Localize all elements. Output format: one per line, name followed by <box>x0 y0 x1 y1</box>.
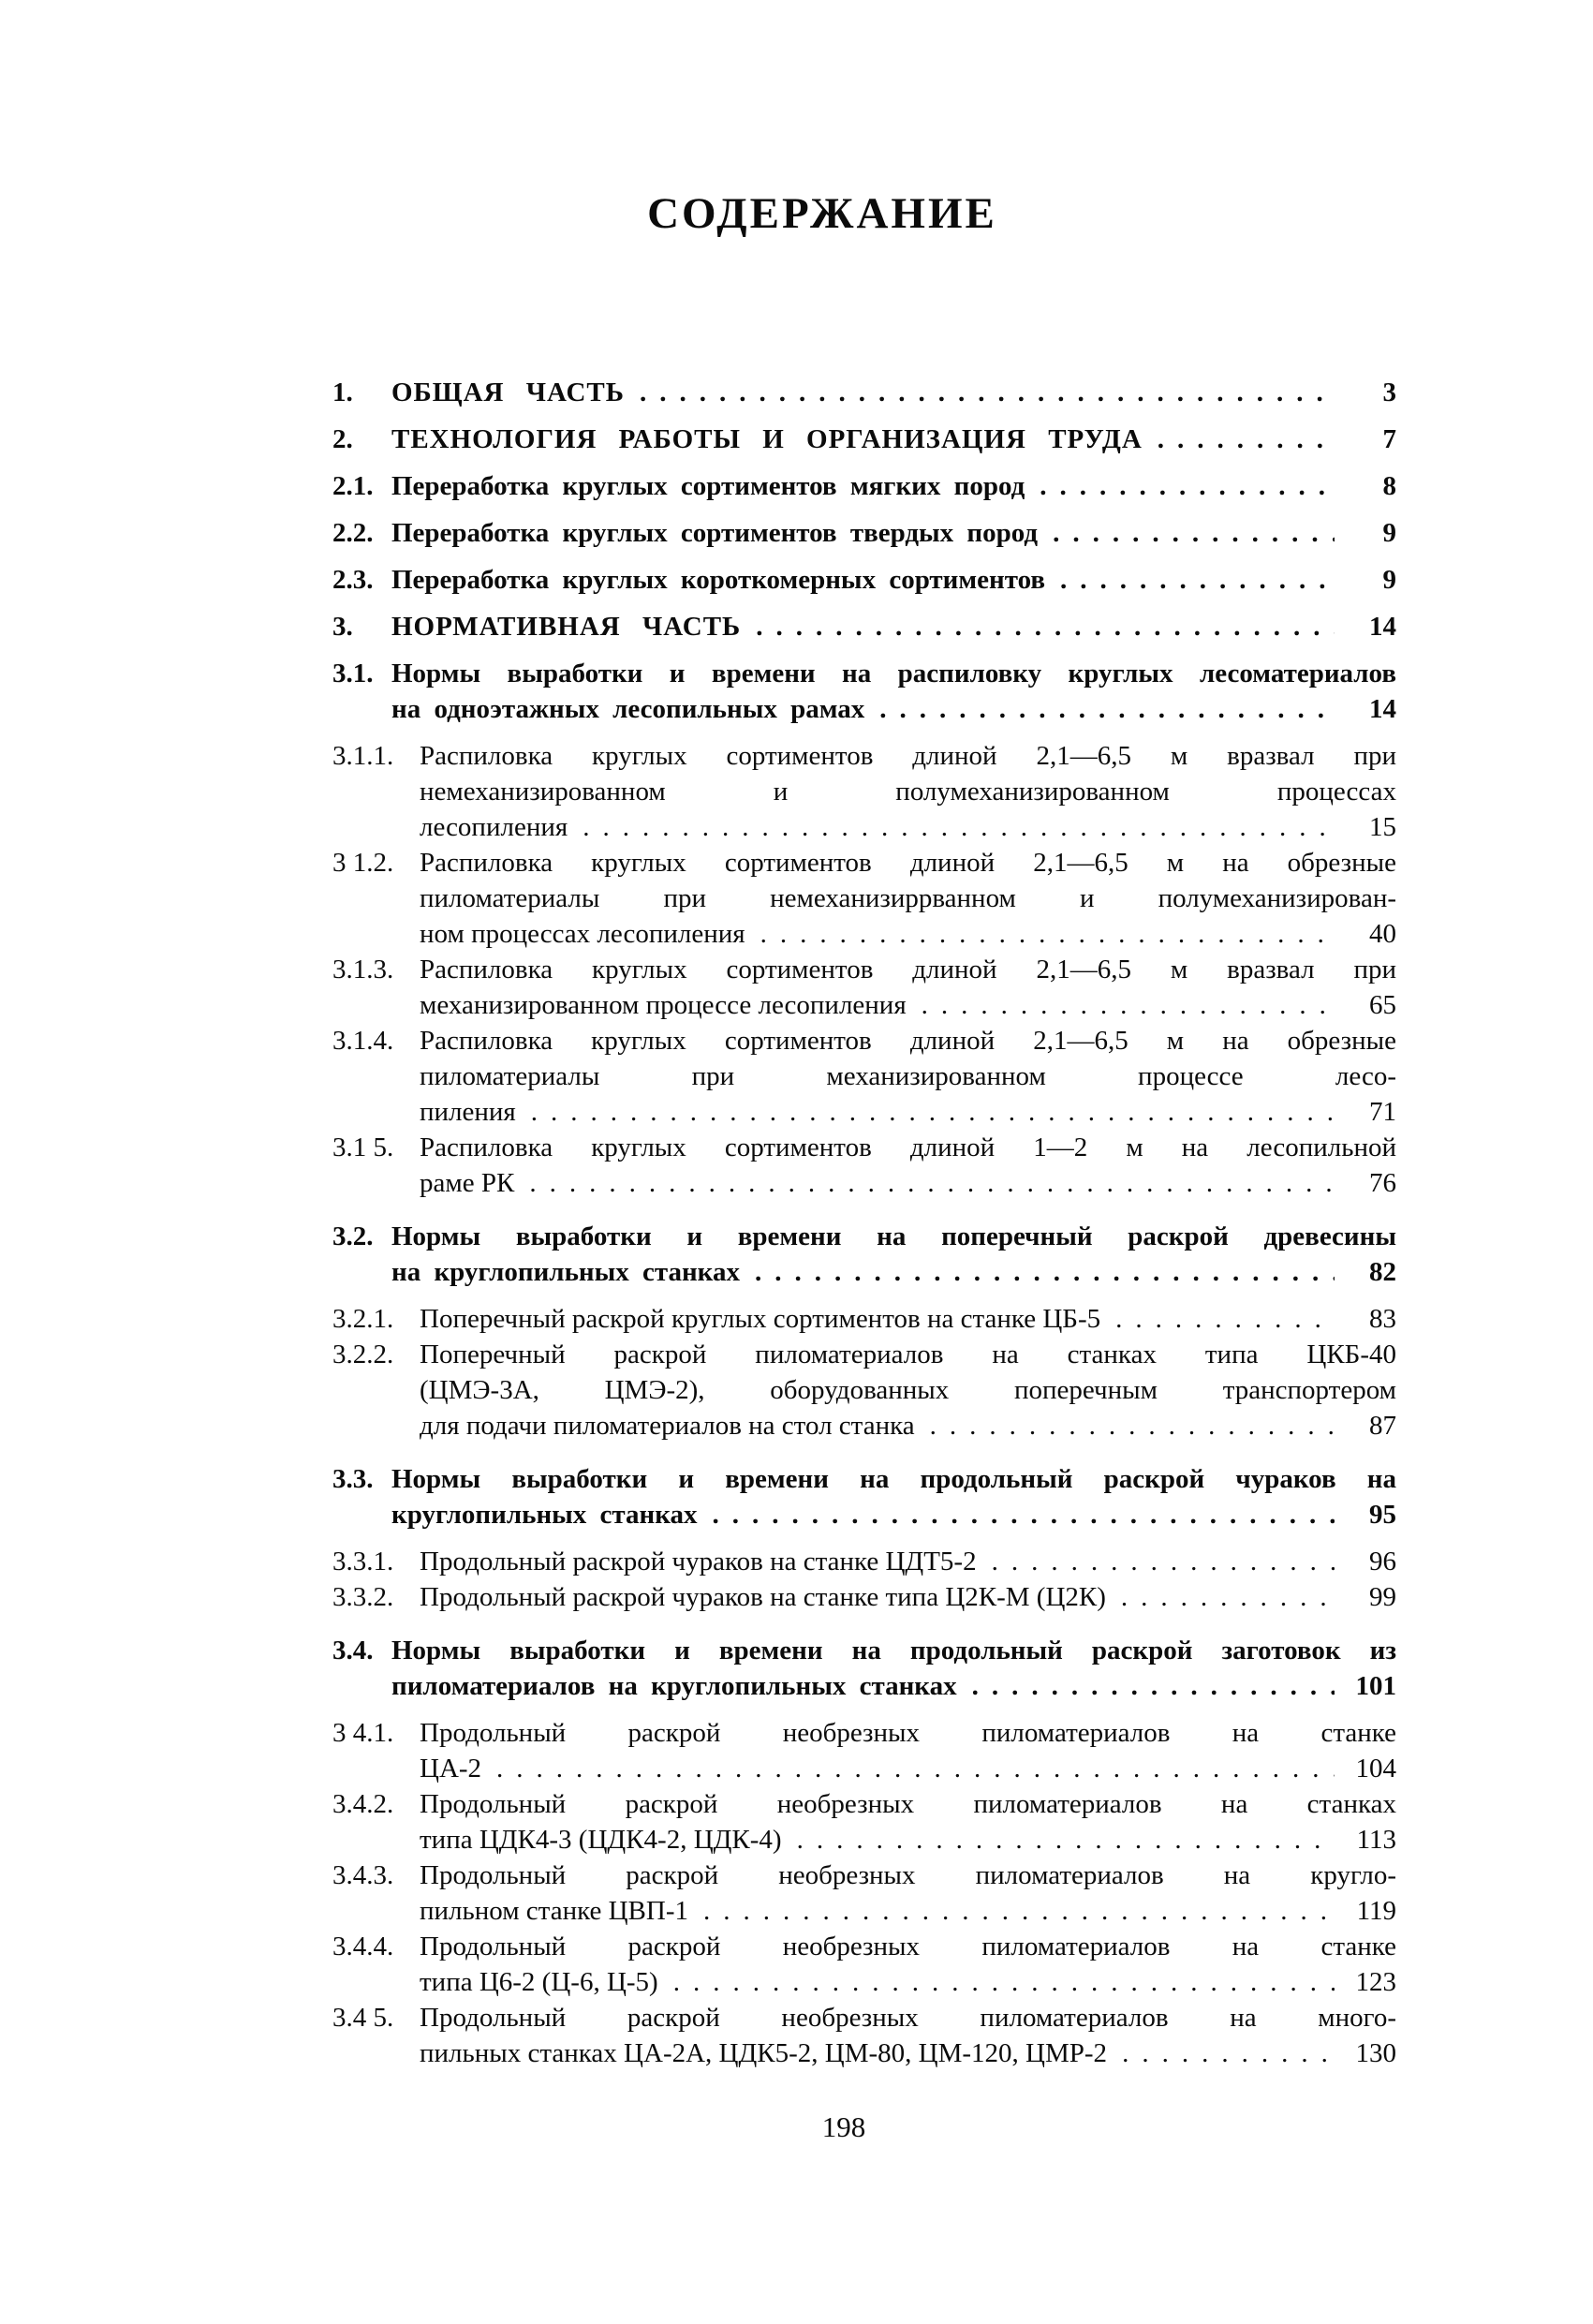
entry-body <box>420 1337 1396 1443</box>
entry-number: 2.3. <box>332 565 374 595</box>
dot-leader <box>640 375 1335 410</box>
toc-entry <box>332 562 1396 598</box>
entry-page-number: 14 <box>1369 694 1396 724</box>
entry-body <box>420 1023 1396 1130</box>
entry-text: на круглопильных станках <box>391 1257 740 1287</box>
toc-entry <box>332 468 1396 504</box>
entry-page-number: 9 <box>1382 518 1396 548</box>
entry-text-line: (ЦМЭ-3А, ЦМЭ-2), оборудованных поперечным транспортером <box>420 1375 1396 1405</box>
dot-leader <box>703 1893 1335 1929</box>
entry-last-line <box>420 916 1396 952</box>
entry-page-number: 7 <box>1382 424 1396 454</box>
entry-body <box>420 845 1396 952</box>
toc-entry <box>332 1858 1396 1929</box>
entry-body <box>391 468 1396 504</box>
toc-entry <box>332 1544 1396 1579</box>
entry-text: круглопильных станках <box>391 1500 698 1530</box>
dot-leader <box>531 1094 1335 1130</box>
entry-number: 3 1.2. <box>332 848 394 878</box>
dot-leader <box>583 809 1335 845</box>
entry-text-line: Продольный раскрой необрезных пиломатериалов на станках <box>420 1789 1396 1819</box>
entry-text-line: Распиловка круглых сортиментов длиной 1—2 м на лесопильной <box>420 1132 1396 1162</box>
toc-entry <box>332 1786 1396 1858</box>
entry-text: ОБЩАЯ ЧАСТЬ <box>391 377 625 407</box>
entry-number: 3.4. <box>332 1636 374 1665</box>
entry-text: ном процессах лесопиления <box>420 919 745 949</box>
entry-last-line <box>391 562 1396 598</box>
entry-text: Продольный раскрой чураков на станке типа Ц2К-М (Ц2К) <box>420 1582 1106 1612</box>
toc-entry <box>332 2000 1396 2071</box>
entry-body <box>391 562 1396 598</box>
entry-text-line: пиломатериалы при механизированном процессе лесо- <box>420 1061 1396 1091</box>
toc-entry <box>332 1130 1396 1201</box>
entry-number: 3 4.1. <box>332 1718 394 1748</box>
toc-entry <box>332 656 1396 727</box>
toc-entry <box>332 1633 1396 1704</box>
entry-last-line <box>391 1497 1396 1532</box>
entry-text: ЦА-2 <box>420 1754 482 1784</box>
entry-page-number: 104 <box>1355 1754 1396 1784</box>
entry-text-line: Распиловка круглых сортиментов длиной 2,1—6,5 м на обрезные <box>420 1026 1396 1056</box>
entry-last-line <box>391 609 1396 644</box>
entry-page-number: 8 <box>1382 471 1396 501</box>
entry-body <box>391 609 1396 644</box>
entry-last-line <box>420 1822 1396 1858</box>
entry-last-line <box>420 1579 1396 1615</box>
entry-text: Поперечный раскрой круглых сортиментов на станке ЦБ-5 <box>420 1304 1101 1334</box>
entry-page-number: 65 <box>1369 990 1396 1020</box>
entry-text-line: Распиловка круглых сортиментов длиной 2,1—6,5 м вразвал при <box>420 741 1396 771</box>
entry-number: 3.2. <box>332 1221 374 1251</box>
entry-number: 3.1. <box>332 659 374 688</box>
toc-entry <box>332 1337 1396 1443</box>
entry-body <box>420 738 1396 845</box>
entry-body <box>391 422 1396 457</box>
dot-leader <box>972 1668 1335 1704</box>
entry-number: 3.3.2. <box>332 1582 394 1612</box>
entry-page-number: 14 <box>1369 612 1396 642</box>
entry-page-number: 113 <box>1356 1825 1396 1855</box>
entry-text: Продольный раскрой чураков на станке ЦДТ5-2 <box>420 1547 977 1576</box>
entry-number: 3.1.1. <box>332 741 394 771</box>
entry-text-line: Продольный раскрой необрезных пиломатериалов на много- <box>420 2003 1396 2033</box>
toc-entry <box>332 1715 1396 1786</box>
entry-last-line <box>420 2035 1396 2071</box>
dot-leader <box>1121 1579 1335 1615</box>
dot-leader <box>1060 562 1335 598</box>
entry-text: пильных станках ЦА-2А, ЦДК5-2, ЦМ-80, ЦМ-120, ЦМР-2 <box>420 2038 1108 2068</box>
entry-page-number: 40 <box>1369 919 1396 949</box>
entry-number: 3.4.3. <box>332 1860 394 1890</box>
entry-text-line: Нормы выработки и времени на продольный раскрой заготовок из <box>391 1636 1396 1665</box>
dot-leader <box>797 1822 1335 1858</box>
entry-body <box>420 1858 1396 1929</box>
entry-last-line <box>420 1544 1396 1579</box>
dot-leader <box>713 1497 1335 1532</box>
entry-text: лесопиления <box>420 812 568 842</box>
entry-text: типа ЦДК4-3 (ЦДК4-2, ЦДК-4) <box>420 1825 782 1855</box>
entry-text: пиломатериалов на круглопильных станках <box>391 1671 957 1701</box>
entry-last-line <box>391 1668 1396 1704</box>
dot-leader <box>755 1254 1335 1290</box>
entry-page-number: 99 <box>1369 1582 1396 1612</box>
toc-entry <box>332 738 1396 845</box>
entry-page-number: 95 <box>1369 1500 1396 1530</box>
entry-number: 2.1. <box>332 471 374 501</box>
entry-number: 3.4.4. <box>332 1932 394 1961</box>
toc-entry <box>332 845 1396 952</box>
toc-entry <box>332 1301 1396 1337</box>
entry-body <box>420 1579 1396 1615</box>
entry-text: на одноэтажных лесопильных рамах <box>391 694 865 724</box>
entry-text: пильном станке ЦВП-1 <box>420 1896 688 1926</box>
entry-body <box>391 375 1396 410</box>
toc-entry <box>332 952 1396 1023</box>
entry-page-number: 9 <box>1382 565 1396 595</box>
entry-text: для подачи пиломатериалов на стол станка <box>420 1411 915 1441</box>
toc-entry <box>332 1929 1396 2000</box>
entry-last-line <box>391 422 1396 457</box>
entry-last-line <box>420 1893 1396 1929</box>
entry-number: 3.1.3. <box>332 955 394 984</box>
entry-text: Переработка круглых сортиментов мягких пород <box>391 471 1025 501</box>
entry-number: 2. <box>332 424 353 454</box>
entry-body <box>391 1219 1396 1290</box>
toc-entry <box>332 515 1396 551</box>
toc-entry <box>332 609 1396 644</box>
toc-entries <box>332 375 1396 2071</box>
entry-number: 2.2. <box>332 518 374 548</box>
entry-number: 3.4.2. <box>332 1789 394 1819</box>
entry-text-line: Поперечный раскрой пиломатериалов на станках типа ЦКБ-40 <box>420 1340 1396 1369</box>
entry-page-number: 3 <box>1382 377 1396 407</box>
toc-entry <box>332 1461 1396 1532</box>
entry-text-line: Нормы выработки и времени на распиловку круглых лесоматериалов <box>391 659 1396 688</box>
dot-leader <box>756 609 1335 644</box>
entry-text-line: Продольный раскрой необрезных пиломатериалов на станке <box>420 1718 1396 1748</box>
entry-text: Переработка круглых короткомерных сортиментов <box>391 565 1046 595</box>
entry-body <box>420 1301 1396 1337</box>
dot-leader <box>1053 515 1335 551</box>
entry-number: 3.3.1. <box>332 1547 394 1576</box>
entry-text: Переработка круглых сортиментов твердых пород <box>391 518 1039 548</box>
toc-entry <box>332 1579 1396 1615</box>
entry-page-number: 15 <box>1369 812 1396 842</box>
dot-leader <box>673 1964 1335 2000</box>
dot-leader <box>1115 1301 1335 1337</box>
entry-text-line: Нормы выработки и времени на продольный раскрой чураков на <box>391 1464 1396 1494</box>
dot-leader <box>1122 2035 1335 2071</box>
entry-body <box>420 1929 1396 2000</box>
entry-text-line: Распиловка круглых сортиментов длиной 2,1—6,5 м на обрезные <box>420 848 1396 878</box>
entry-last-line <box>420 987 1396 1023</box>
entry-last-line <box>391 375 1396 410</box>
entry-page-number: 123 <box>1355 1967 1396 1997</box>
entry-text: ТЕХНОЛОГИЯ РАБОТЫ И ОРГАНИЗАЦИЯ ТРУДА <box>391 424 1143 454</box>
folio-page-number: 198 <box>821 2110 866 2143</box>
dot-leader <box>922 987 1335 1023</box>
dot-leader <box>529 1165 1335 1201</box>
entry-text-line: Продольный раскрой необрезных пиломатериалов на кругло- <box>420 1860 1396 1890</box>
entry-body <box>391 656 1396 727</box>
entry-body <box>391 1633 1396 1704</box>
entry-last-line <box>420 1094 1396 1130</box>
entry-number: 3.4 5. <box>332 2003 394 2033</box>
entry-body <box>420 1715 1396 1786</box>
entry-text: пиления <box>420 1097 516 1127</box>
entry-number: 3.1.4. <box>332 1026 394 1056</box>
entry-last-line <box>420 1301 1396 1337</box>
dot-leader <box>992 1544 1335 1579</box>
entry-last-line <box>391 468 1396 504</box>
entry-text-line: Распиловка круглых сортиментов длиной 2,1—6,5 м вразвал при <box>420 955 1396 984</box>
entry-number: 3.2.1. <box>332 1304 394 1334</box>
entry-last-line <box>391 515 1396 551</box>
entry-last-line <box>391 691 1396 727</box>
entry-number: 3.3. <box>332 1464 374 1494</box>
dot-leader <box>930 1408 1335 1443</box>
entry-body <box>391 515 1396 551</box>
entry-page-number: 87 <box>1369 1411 1396 1441</box>
entry-last-line <box>420 1964 1396 2000</box>
document-page <box>332 189 1396 2144</box>
dot-leader <box>1040 468 1335 504</box>
entry-page-number: 119 <box>1356 1896 1396 1926</box>
entry-number: 3.2.2. <box>332 1340 394 1369</box>
page-title: СОДЕРЖАНИЕ <box>647 189 997 238</box>
entry-last-line <box>420 809 1396 845</box>
entry-page-number: 96 <box>1369 1547 1396 1576</box>
dot-leader <box>496 1751 1335 1786</box>
dot-leader <box>879 691 1335 727</box>
entry-text-line: Нормы выработки и времени на поперечный раскрой древесины <box>391 1221 1396 1251</box>
toc-entry <box>332 1219 1396 1290</box>
entry-text: типа Ц6-2 (Ц-6, Ц-5) <box>420 1967 658 1997</box>
entry-text-line: Продольный раскрой необрезных пиломатериалов на станке <box>420 1932 1396 1961</box>
entry-number: 1. <box>332 377 353 407</box>
entry-body <box>420 2000 1396 2071</box>
entry-last-line <box>420 1165 1396 1201</box>
entry-page-number: 101 <box>1355 1671 1396 1701</box>
entry-number: 3. <box>332 612 353 642</box>
dot-leader <box>1158 422 1335 457</box>
entry-body <box>391 1461 1396 1532</box>
entry-body <box>420 952 1396 1023</box>
entry-body <box>420 1544 1396 1579</box>
entry-last-line <box>420 1408 1396 1443</box>
entry-number: 3.1 5. <box>332 1132 394 1162</box>
dot-leader <box>760 916 1335 952</box>
entry-last-line <box>420 1751 1396 1786</box>
toc-entry <box>332 1023 1396 1130</box>
entry-page-number: 76 <box>1369 1168 1396 1198</box>
entry-page-number: 82 <box>1369 1257 1396 1287</box>
entry-body <box>420 1130 1396 1201</box>
entry-text: НОРМАТИВНАЯ ЧАСТЬ <box>391 612 742 642</box>
entry-text: механизированном процессе лесопиления <box>420 990 907 1020</box>
entry-text: раме РК <box>420 1168 515 1198</box>
toc-entry <box>332 375 1396 410</box>
entry-text-line: пиломатериалы при немеханизиррванном и полумеханизирован- <box>420 883 1396 913</box>
entry-text-line: немеханизированном и полумеханизированном процессах <box>420 777 1396 807</box>
toc-entry <box>332 422 1396 457</box>
entry-page-number: 71 <box>1369 1097 1396 1127</box>
entry-page-number: 83 <box>1369 1304 1396 1334</box>
entry-last-line <box>391 1254 1396 1290</box>
entry-body <box>420 1786 1396 1858</box>
entry-page-number: 130 <box>1355 2038 1396 2068</box>
